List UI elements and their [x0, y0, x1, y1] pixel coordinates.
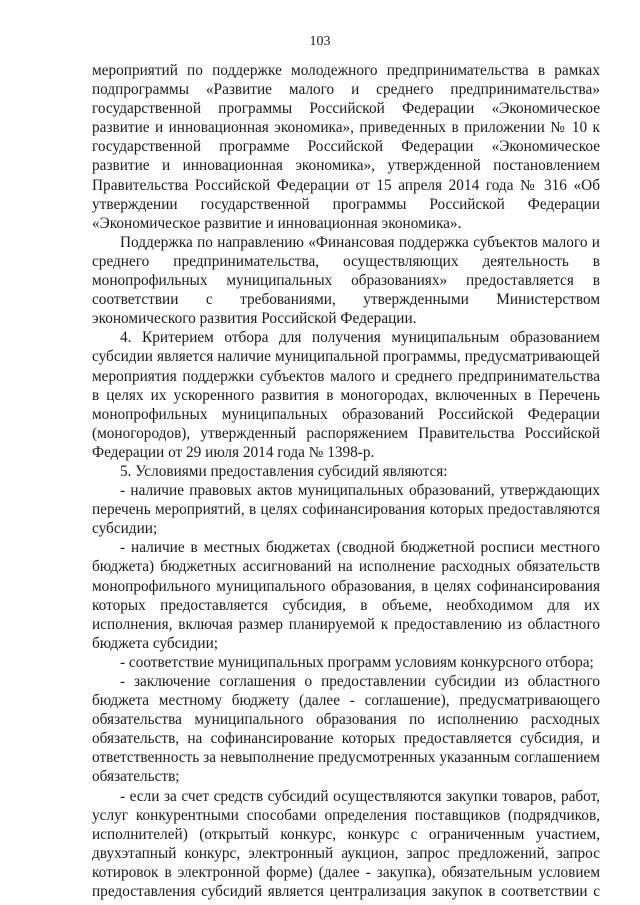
text-line: исполнителей) (открытый конкурс, конкурс с ограниченным участием, [92, 825, 600, 843]
text-line: - наличие правовых актов муниципальных образований, утверждающих [120, 482, 600, 500]
text-line: мероприятия поддержки субъектов малого и среднего предпринимательства [92, 367, 600, 385]
text-line: подпрограммы «Развитие малого и среднего предпринимательства» [92, 81, 600, 99]
text-line: утверждении государственной программы Российской Федерации [92, 195, 600, 213]
text-line: мероприятий по поддержке молодежного предпринимательства в рамках [92, 62, 600, 79]
text-line: обязательства муниципального образования по исполнению расходных [92, 711, 600, 729]
text-line: субсидии является наличие муниципальной программы, предусматривающей [92, 348, 600, 366]
text-line: обязательств, на софинансирование которых предоставляется субсидия, и [92, 730, 600, 748]
text-line: развитие и инновационная экономика», утвержденной постановлением [92, 157, 600, 175]
text-line: - наличие в местных бюджетах (сводной бюджетной росписи местного [120, 539, 600, 557]
text-line: монопрофильных муниципальных образованиях» предоставляется в [92, 272, 600, 290]
text-line: исполнения, включая размер планируемой к предоставлению из областного [92, 615, 600, 633]
text-line: которых предоставляется субсидия, в объеме, необходимом для их [92, 596, 600, 614]
text-line: услуг конкурентными способами определения поставщиков (подрядчиков, [92, 806, 600, 824]
text-line: Федерации от 29 июля 2014 года № 1398-р. [92, 443, 375, 461]
text-line: 5. Условиями предоставления субсидий являются: [120, 462, 448, 480]
text-line: двухэтапный конкурс, электронный аукцион, запрос предложений, запрос [92, 844, 600, 862]
text-line: (моногородов), утвержденный распоряжением Правительства Российской [92, 424, 600, 442]
text-line: ответственность за невыполнение предусмотренных указанным соглашением [92, 749, 600, 767]
text-line: соответствии с требованиями, утвержденными Министерством [92, 291, 600, 309]
text-line: «Экономическое развитие и инновационная экономика». [92, 214, 462, 232]
text-line: Поддержка по направлению «Финансовая поддержка субъектов малого и [120, 233, 600, 251]
text-line: - соответствие муниципальных программ условиям конкурсного отбора; [120, 653, 594, 671]
text-line: развитие и инновационная экономика», приведенных в приложении № 10 к [92, 119, 600, 137]
text-line: - заключение соглашения о предоставлении субсидии из областного [120, 673, 600, 690]
text-line: в целях их ускоренного развития в моногородах, включенных в Перечень [92, 386, 600, 404]
text-line: бюджета) бюджетных ассигнований на исполнение расходных обязательств [92, 558, 600, 576]
text-line: экономического развития Российской Федерации. [92, 310, 417, 328]
text-line: обязательств; [92, 768, 180, 786]
text-line: субсидии; [92, 520, 158, 538]
text-line: монопрофильных муниципальных образований Российской Федерации [92, 405, 600, 423]
text-line: монопрофильного муниципального образования, в целях софинансирования [92, 577, 600, 595]
text-line: 4. Критерием отбора для получения муниципальным образованием [120, 329, 600, 347]
text-line: котировок в электронной форме) (далее - закупка), обязательным условием [92, 863, 600, 881]
text-line: Правительства Российской Федерации от 15 апреля 2014 года № 316 «Об [92, 176, 600, 194]
text-line: предоставления субсидий является централизация закупок в соответствии с [92, 883, 600, 901]
text-line: бюджета местному бюджету (далее - соглашение), предусматривающего [92, 692, 600, 710]
page-number: 103 [309, 34, 331, 49]
body-text [92, 61, 600, 901]
text-line: бюджета субсидии; [92, 634, 219, 652]
text-line: - если за счет средств субсидий осуществляются закупки товаров, работ, [120, 787, 600, 805]
text-line: государственной программе Российской Федерации «Экономическое [92, 138, 600, 156]
text-line: среднего предпринимательства, осуществляющих деятельность в [92, 252, 600, 270]
text-line: перечень мероприятий, в целях софинансирования которых предоставляются [92, 501, 600, 519]
text-line: государственной программы Российской Федерации «Экономическое [92, 100, 600, 118]
